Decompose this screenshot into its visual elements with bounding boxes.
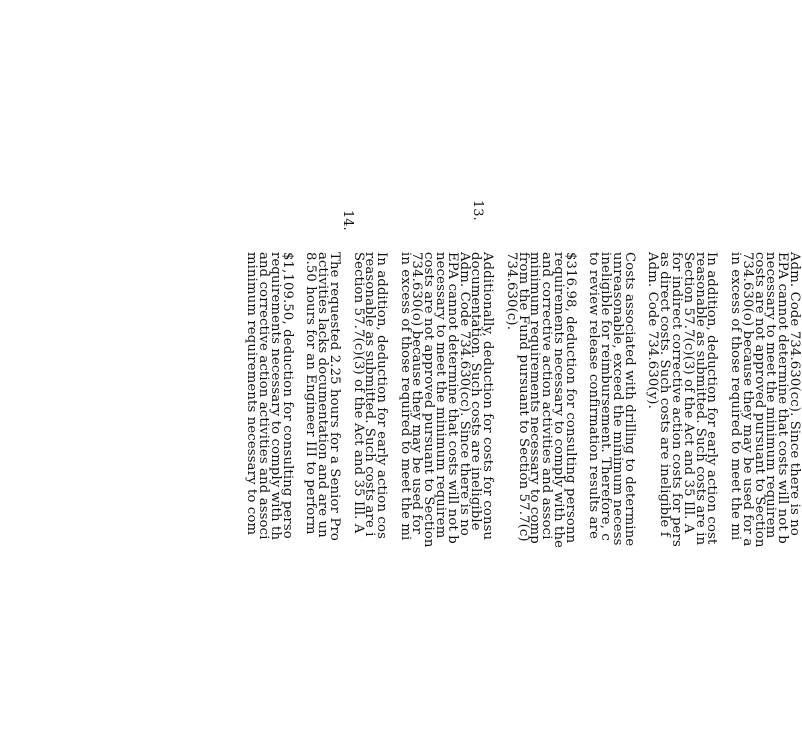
item-number-14: 14.	[340, 210, 355, 231]
text-line: unreasonable, exceed the minimum necess	[610, 252, 626, 546]
text-line: In addition, deduction for early action cost	[704, 252, 720, 545]
text-column	[246, 252, 800, 732]
text-line: necessary to meet the minimum requirem	[763, 252, 779, 539]
paragraph-list	[246, 252, 800, 732]
text-line: ineligible for reimbursement. Therefore, c	[598, 252, 614, 541]
text-line: 8.50 hours for an Engineer III to perform	[303, 252, 319, 535]
text-line: Adm. Code 734.630(y).	[645, 252, 661, 409]
text-line: minimum requirements necessary to comp	[527, 252, 543, 544]
paragraph	[246, 252, 293, 732]
text-line: Adm. Code 734.630(cc). Since there is no	[456, 252, 472, 536]
text-line: reasonable as submitted. Such costs are i	[362, 252, 378, 537]
text-line: minimum requirements necessary to com	[244, 252, 260, 536]
text-line: as direct costs. Such costs are ineligible f	[657, 252, 673, 537]
text-line: requirements necessary to comply with the	[551, 252, 567, 549]
paragraph	[350, 252, 390, 732]
text-line: necessary to meet the minimum requirem	[433, 252, 449, 539]
text-line: The requested 2.25 hours for a Senior Pro	[326, 252, 342, 542]
text-line: and corrective action activities and associ	[539, 252, 555, 540]
text-line: $1,109.50, deduction for consulting perso	[279, 252, 295, 539]
text-line: In addition, deduction for early action cos	[374, 252, 390, 539]
text-line: 734.630(c).	[503, 252, 519, 331]
text-line: Adm. Code 734.630(cc). Since there is no	[787, 252, 802, 536]
text-line: requirements necessary to comply with th	[267, 252, 283, 541]
text-line: for indirect corrective action costs for pers	[669, 252, 685, 547]
text-line: Costs associated with drilling to determine	[621, 252, 637, 547]
text-line: in excess of those required to meet the mi	[397, 252, 413, 541]
item-number-13: 13.	[470, 200, 485, 221]
text-line: in excess of those required to meet the mi	[728, 252, 744, 541]
text-line: Section 57.7(c)(3) of the Act and 35 Ill. A	[350, 252, 366, 534]
paragraph	[647, 252, 718, 732]
text-line: 734.630(o) because they may be used for a	[739, 252, 755, 547]
text-line: and corrective action activities and associ	[256, 252, 272, 540]
text-line: Additionally, deduction for costs for consu	[480, 252, 496, 541]
text-line: EPA cannot determine that costs will not b	[444, 252, 460, 544]
paragraph	[397, 252, 496, 732]
rotated-page-content	[144, 0, 800, 618]
text-line: costs are not approved pursuant to Section	[751, 252, 767, 548]
text-line: activities lacks documentation and are un	[315, 252, 331, 538]
text-line: Section 57.7(c)(3) of the Act and 35 Ill. A	[680, 252, 696, 534]
paragraph	[305, 252, 340, 732]
paragraph	[505, 252, 576, 732]
text-line: EPA cannot determine that costs will not b	[775, 252, 791, 544]
text-line: documentation. Such costs are ineligible	[468, 252, 484, 531]
text-line: from the Fund pursuant to Section 57.7(c)	[515, 252, 531, 542]
text-line: reasonable as submitted. Such costs are in	[692, 252, 708, 546]
text-line: to review release confirmation results are	[586, 252, 602, 540]
text-line: 734.630(o) because they may be used for	[409, 252, 425, 535]
text-line: $316.98, deduction for consulting personn	[562, 252, 578, 544]
text-line: costs are not approved pursuant to Section	[421, 252, 437, 548]
paragraph	[588, 252, 635, 732]
paragraph	[729, 252, 800, 732]
